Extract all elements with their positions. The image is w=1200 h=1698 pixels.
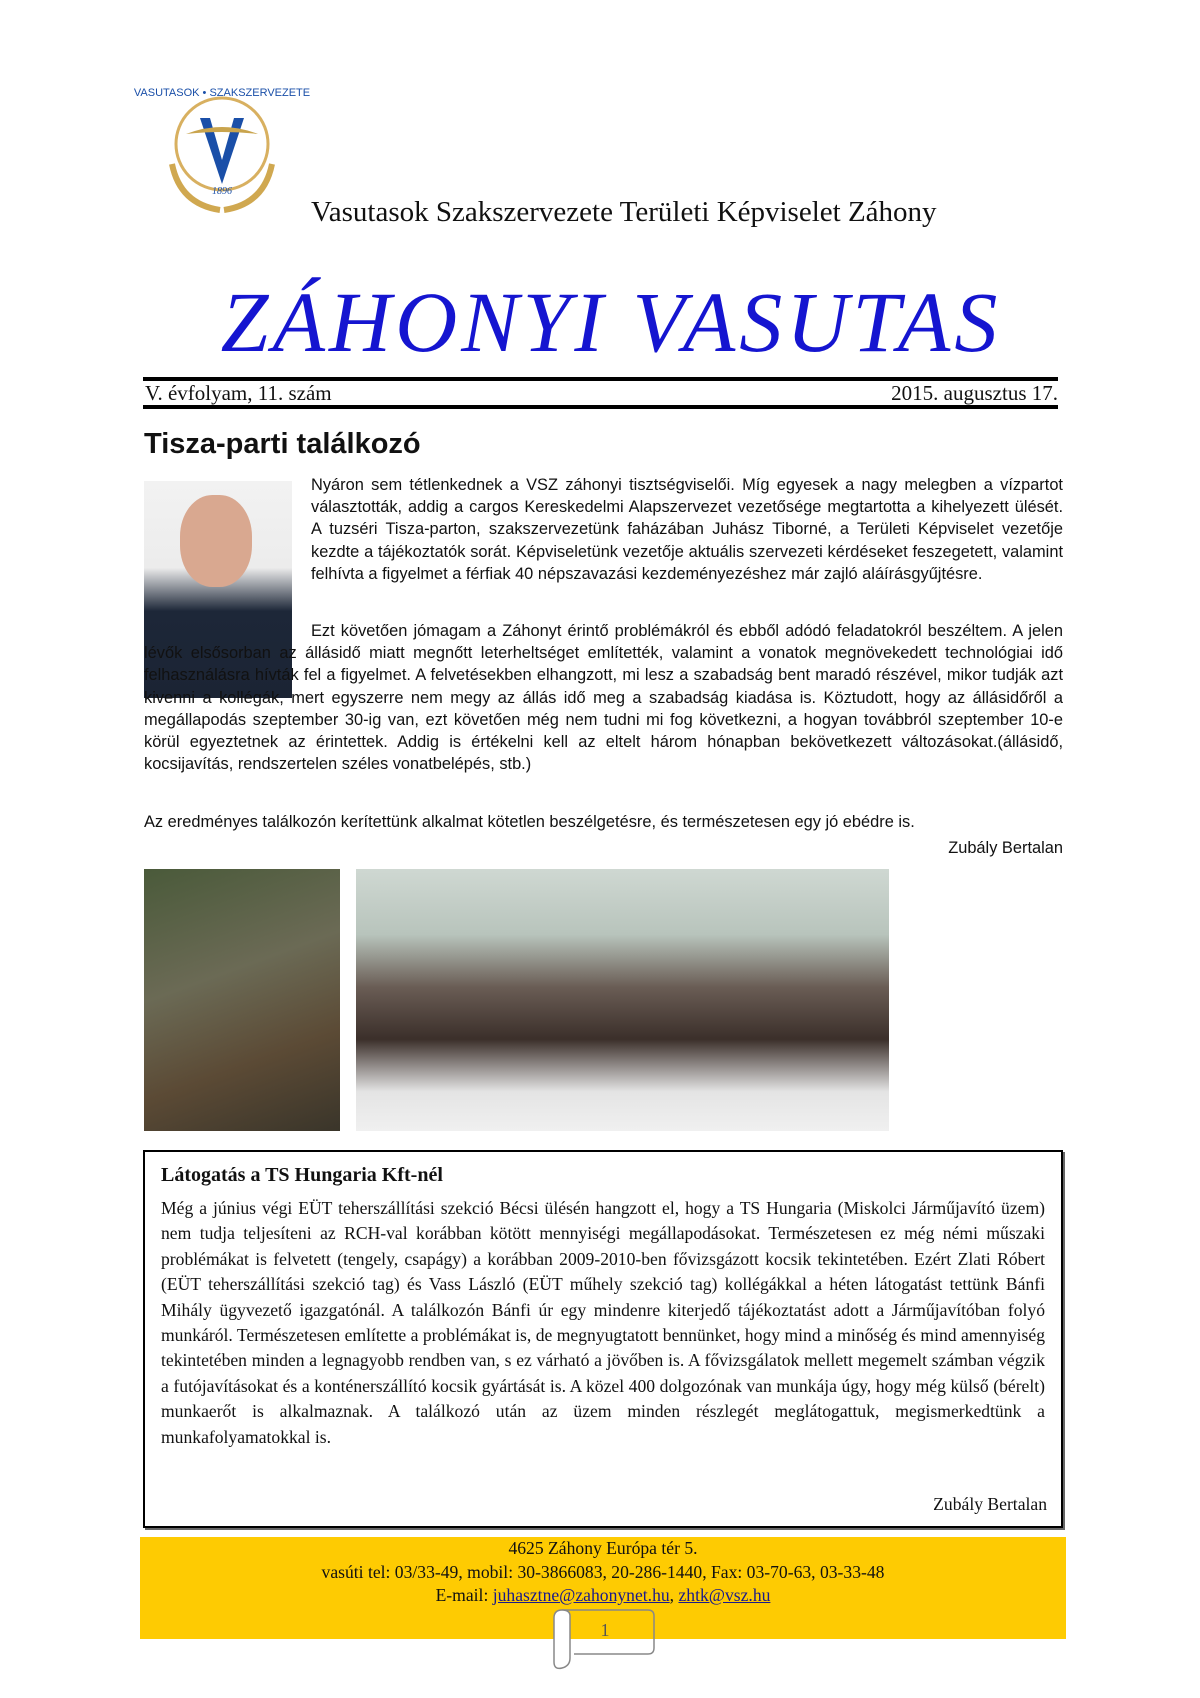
- email-separator: ,: [669, 1585, 679, 1606]
- article-paragraph: Ezt követően jómagam a Záhonyt érintő problémákról és ebből adódó feladatokról beszéltem. A jelen lévők elsősorban az állásidő miatt megnőtt leterheltséget említették, valamint a vonatok megnövekedett technológiai idő felhasználásra hívták fel a figyelmet. A felvetésekben elhangzott, mi lesz a szabadság bent maradó részével, mikor tudják azt kivenni a kollégák, mert egyszerre nem megy az állás idő meg a szabadság kiadása is. Köztudott, hogy az állásidőről a megállapodás szeptember 30-ig van, ezt követően még nem tudni mi fog következni, a hogyan továbbról szeptember 10-e körül egyeztetnek az érintettek. Addig is értékelni kell az eltelt három hónapban bekövetkezett változásokat.(állásidő, kocsijavítás, rendszertelen széles vonatbelépés, stb.): [144, 622, 1063, 774]
- article-box: [143, 1150, 1063, 1528]
- article-heading: Tisza-parti találkozó: [144, 428, 421, 460]
- svg-text:VASUTASOK • SZAKSZERVEZETE: VASUTASOK • SZAKSZERVEZETE: [133, 87, 311, 99]
- issue-number: V. évfolyam, 11. szám: [145, 381, 332, 405]
- grilling-photo: [144, 869, 340, 1131]
- issue-date: 2015. augusztus 17.: [891, 381, 1058, 405]
- article-paragraph: Nyáron sem tétlenkednek a VSZ záhonyi tisztségviselői. Míg egyesek a nagy melegben a vízpartot választották, addig a cargos Kereskedelmi Alapszervezet vezetősége megtartotta a kihelyezett ülését. A tuzséri Tisza-parton, szakszervezetünk faházában Juhász Tiborné, a Területi Képviselet vezetője kezdte a tájékoztatók sorát. Képviseletünk vezetője aktuális szervezeti kérdéseket feszegetett, valamint felhívta a figyelmet a férfiak 40 népszavazási kezdeményezéshez már zajló aláírásgyűjtésre.: [311, 476, 1063, 583]
- article-heading: Látogatás a TS Hungaria Kft-nél: [161, 1164, 443, 1186]
- phone-numbers: vasúti tel: 03/33-49, mobil: 30-3866083, 20-286-1440, Fax: 03-70-63, 03-33-48: [321, 1561, 885, 1582]
- article-signature: Zubály Bertalan: [948, 839, 1063, 857]
- newsletter-title: ZÁHONYI VASUTAS: [220, 274, 1002, 370]
- article-signature: Zubály Bertalan: [933, 1494, 1047, 1514]
- article-paragraph: Még a június végi EÜT teherszállítási szekció Bécsi ülésén hangzott el, hogy a TS Hungaria (Miskolci Járműjavító üzem) nem tudja teljesíteni az RCH-val korábban kötött mennyiségi megállapodásokat. Természetesen ez még némi műszaki problémákat is felvetett (tengely, csapágy) a korábban 2009-2010-ben fővizsgázott kocsik tekintetében. Ezért Zlati Róbert (EÜT teherszállítási szekció tag) és Vass László (EÜT műhely szekció tag) kollégákkal a héten látogatást tettünk Bánfi Mihály ügyvezető igazgatónál. A találkozón Bánfi úr egy mindenre kiterjedő tájékoztatást adott a Járműjavítóban folyó munkáról. Természetesen említette a problémákat is, de megnyugtatott bennünket, hogy mind a minőség és mind amennyiség tekintetében minden a legnagyobb rendben van, s ez várható a jövőben is. A fővizsgálatok mellett megemelt számban végzik a futójavításokat és a konténerszállító kocsik gyártását is. A közel 400 dolgozónak van munkája úgy, hogy még külső (bérelt) munkaerőt is alkalmaznak. A találkozó után az üzem minden részlegét meglátogattuk, megismerkedtünk a munkafolyamatokkal is.: [161, 1198, 1045, 1447]
- divider: [143, 405, 1058, 409]
- svg-text:1896: 1896: [212, 186, 232, 197]
- article-paragraph: Az eredményes találkozón kerítettünk alkalmat kötetlen beszélgetésre, és természetesen egy jó ebédre is.: [144, 813, 915, 831]
- organization-name: Vasutasok Szakszervezete Területi Képviselet Záhony: [311, 196, 937, 228]
- page-number: 1: [600, 1620, 610, 1640]
- email-link-1[interactable]: juhasztne@zahonynet.hu: [492, 1585, 670, 1606]
- page-number-scroll: [550, 1602, 660, 1672]
- email-link-2[interactable]: zhtk@vsz.hu: [678, 1585, 771, 1606]
- lunch-table-photo: [356, 869, 889, 1131]
- email-label: E-mail:: [435, 1585, 493, 1606]
- address: 4625 Záhony Európa tér 5.: [508, 1538, 698, 1558]
- union-logo: [133, 74, 311, 220]
